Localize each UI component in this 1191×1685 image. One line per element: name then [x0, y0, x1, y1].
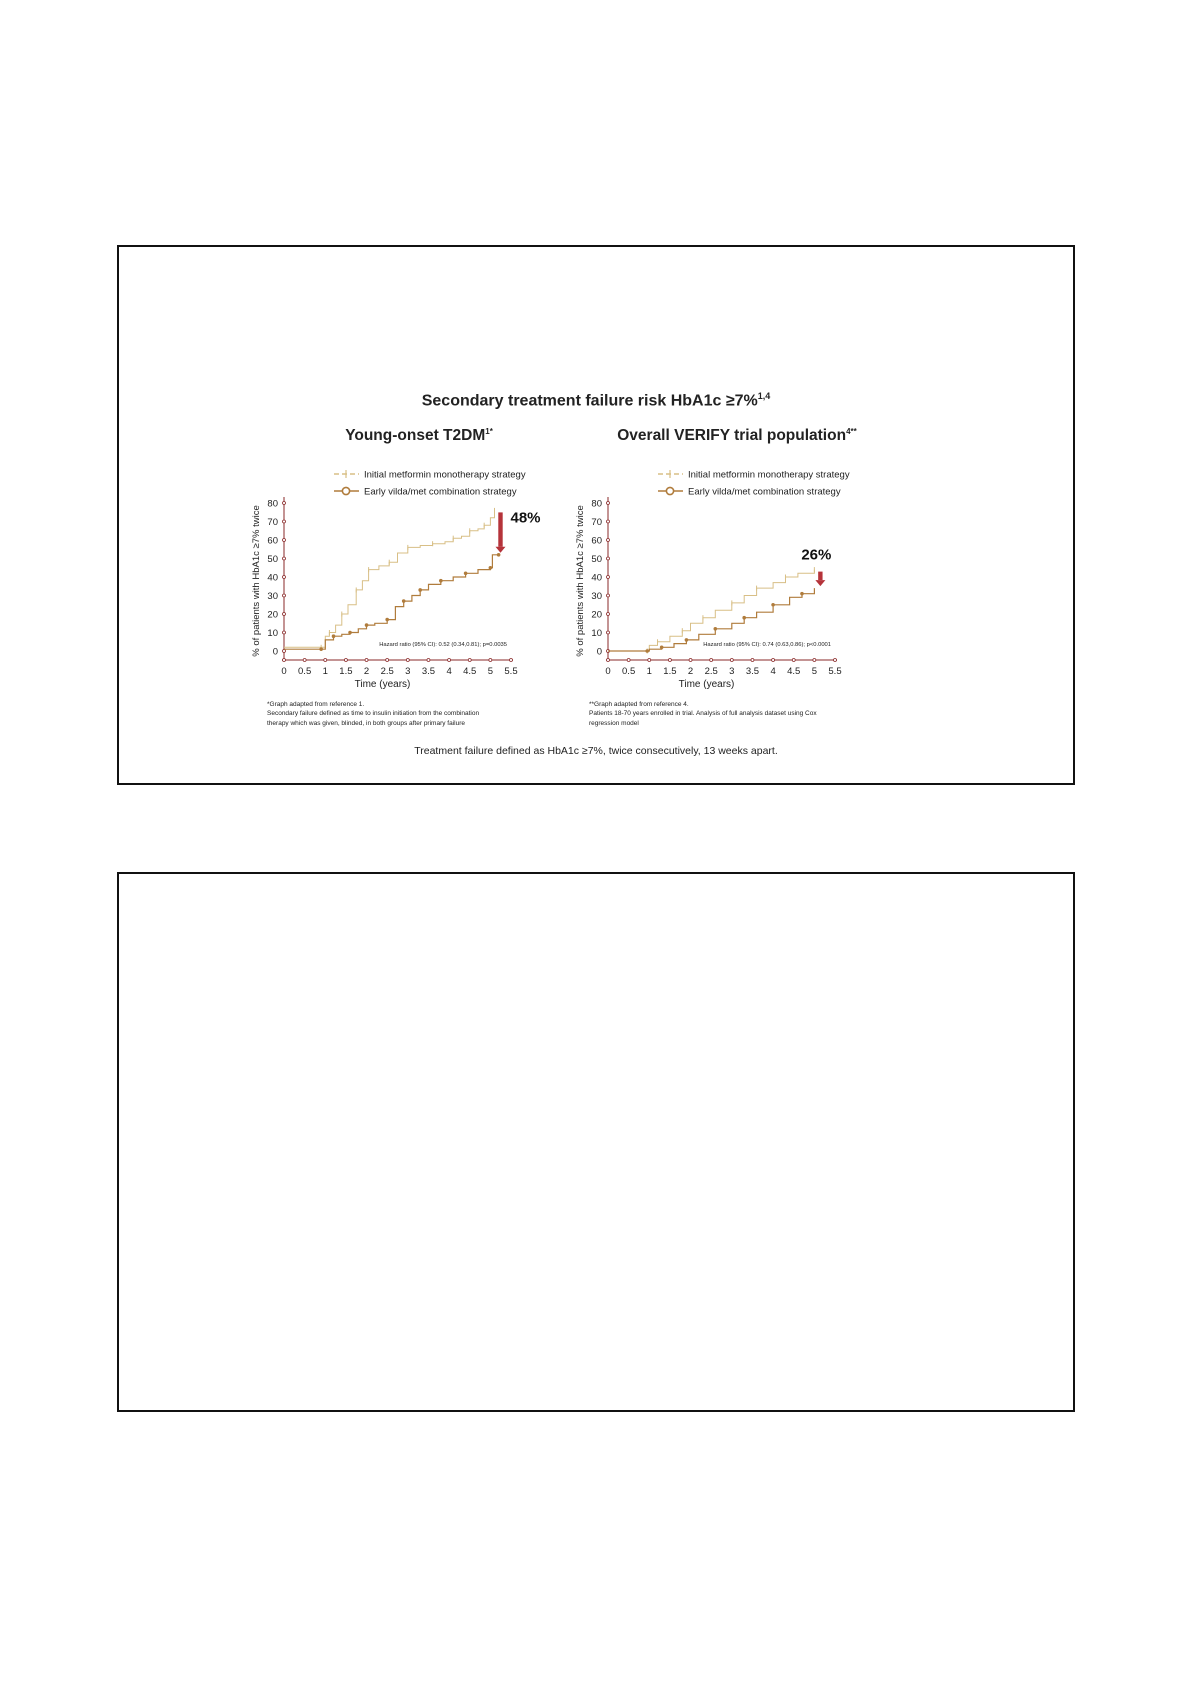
y-axis-label: % of patients with HbA1c ≥7% twice: [575, 505, 586, 657]
data-point-marker: [464, 572, 468, 576]
data-point-marker: [348, 631, 352, 635]
x-tick-label: 0.5: [622, 666, 636, 677]
x-tick-label: 4: [770, 666, 776, 677]
legend-label: Early vilda/met combination strategy: [688, 486, 841, 498]
x-tick-label: 0: [605, 666, 611, 677]
y-tick-label: 30: [267, 590, 278, 602]
x-tick-mark: [448, 659, 451, 662]
x-tick-mark: [710, 659, 713, 662]
left-chart-title: Young-onset $T2DM^{1*}$: [345, 427, 493, 445]
data-point-marker: [332, 634, 336, 638]
data-point-marker: [800, 592, 804, 596]
x-tick-mark: [668, 659, 671, 662]
x-tick-mark: [283, 659, 286, 662]
x-tick-mark: [303, 659, 306, 662]
data-point-marker: [489, 566, 493, 570]
data-point-marker: [385, 618, 389, 622]
x-tick-mark: [324, 659, 327, 662]
x-tick-label: 2: [363, 666, 370, 677]
y-tick-mark: [607, 594, 610, 597]
young-onset-chart: [249, 453, 589, 690]
x-tick-label: 5: [487, 666, 494, 677]
x-tick-label: 3: [729, 666, 735, 677]
x-tick-mark: [427, 659, 430, 662]
x-tick-mark: [344, 659, 347, 662]
x-tick-label: 3: [405, 666, 411, 677]
y-tick-label: 20: [267, 609, 278, 621]
x-tick-mark: [386, 659, 389, 662]
x-tick-mark: [365, 659, 368, 662]
y-tick-label: 50: [267, 553, 278, 565]
x-tick-label: 2.5: [380, 666, 394, 677]
y-tick-label: 20: [591, 609, 602, 621]
y-tick-mark: [607, 613, 610, 616]
y-axis-label: % of patients with HbA1c ≥7% twice: [251, 505, 262, 657]
right-footnote: [589, 700, 879, 728]
y-tick-mark: [607, 520, 610, 523]
data-point-marker: [365, 623, 369, 627]
y-tick-label: 0: [596, 646, 602, 658]
x-tick-label: 5.5: [504, 666, 518, 677]
y-tick-mark: [607, 502, 610, 505]
data-point-marker: [714, 627, 718, 631]
x-tick-mark: [730, 659, 733, 662]
y-tick-mark: [283, 557, 286, 560]
series-monotherapy-line: [284, 510, 495, 647]
x-tick-mark: [772, 659, 775, 662]
x-tick-label: 5.5: [828, 666, 842, 677]
legend-circle-marker: [342, 487, 349, 494]
legend-label: Initial metformin monotherapy strategy: [688, 469, 850, 481]
y-tick-label: 10: [267, 627, 278, 639]
y-tick-label: 70: [591, 516, 602, 528]
y-tick-mark: [283, 539, 286, 542]
legend-circle-marker: [666, 487, 673, 494]
y-tick-mark: [607, 539, 610, 542]
x-tick-mark: [489, 659, 492, 662]
x-tick-label: 2.5: [704, 666, 718, 677]
x-tick-mark: [689, 659, 692, 662]
x-tick-mark: [406, 659, 409, 662]
y-tick-label: 30: [591, 590, 602, 602]
x-tick-label: 1.5: [663, 666, 677, 677]
y-tick-mark: [283, 520, 286, 523]
x-tick-mark: [751, 659, 754, 662]
legend-label: Early vilda/met combination strategy: [364, 486, 517, 498]
data-point-marker: [402, 599, 406, 603]
x-tick-mark: [627, 659, 630, 662]
y-tick-label: 40: [267, 572, 278, 584]
data-point-marker: [497, 553, 501, 557]
hazard-ratio-annotation: Hazard ratio (95% CI): 0.74 (0.63,0.86); p<0.0001: [703, 642, 831, 648]
data-point-marker: [742, 616, 746, 620]
y-tick-label: 80: [591, 498, 602, 510]
data-point-marker: [645, 649, 649, 653]
x-tick-label: 0: [281, 666, 287, 677]
reduction-percent-label: 26%: [801, 546, 832, 564]
x-tick-label: 3.5: [745, 666, 760, 677]
data-point-marker: [319, 647, 323, 651]
x-tick-mark: [510, 659, 513, 662]
reduction-percent-label: 48%: [510, 509, 541, 527]
y-tick-mark: [283, 631, 286, 634]
reduction-arrow-shaft: [498, 512, 502, 546]
x-axis-label: Time (years): [354, 679, 411, 690]
reduction-arrow-head: [815, 580, 825, 586]
x-tick-label: 4: [446, 666, 452, 677]
reduction-arrow-head: [495, 547, 505, 553]
y-tick-label: 50: [591, 553, 602, 565]
y-tick-label: 70: [267, 516, 278, 528]
data-point-marker: [685, 638, 689, 642]
y-tick-mark: [283, 650, 286, 653]
y-tick-mark: [283, 613, 286, 616]
y-tick-label: 60: [591, 535, 602, 547]
series-combination-line: [284, 555, 499, 649]
x-tick-label: 5: [811, 666, 818, 677]
hazard-ratio-annotation: Hazard ratio (95% CI): 0.52 (0.34,0.81); p=0.0035: [379, 642, 507, 648]
y-tick-label: 80: [267, 498, 278, 510]
data-point-marker: [418, 588, 422, 592]
footnote-line: **Graph adapted from reference 4.: [589, 701, 689, 708]
footnote-line: Patients 18-70 years enrolled in trial. Analysis of full analysis dataset using Cox: [589, 710, 817, 718]
x-tick-label: 1: [322, 666, 328, 677]
x-tick-mark: [607, 659, 610, 662]
series-monotherapy-line: [608, 570, 814, 651]
x-tick-mark: [648, 659, 651, 662]
x-tick-mark: [468, 659, 471, 662]
slide-1: [117, 245, 1075, 785]
x-tick-mark: [813, 659, 816, 662]
footnote-line: *Graph adapted from reference 1.: [267, 701, 365, 708]
slide-title: Secondary treatment failure risk HbA1c ≥7%$^{1,4}$: [421, 391, 771, 410]
x-tick-label: 0.5: [298, 666, 312, 677]
verify-chart: [573, 453, 913, 690]
data-point-marker: [771, 603, 775, 607]
x-axis-label: Time (years): [678, 679, 735, 690]
y-tick-mark: [607, 557, 610, 560]
y-tick-mark: [607, 576, 610, 579]
treatment-failure-note: Treatment failure defined as HbA1c ≥7%, twice consecutively, 13 weeks apart.: [414, 745, 778, 757]
y-tick-mark: [283, 594, 286, 597]
x-tick-label: 1.5: [339, 666, 353, 677]
y-tick-label: 0: [272, 646, 278, 658]
footnote-line: regression model: [589, 719, 639, 727]
x-tick-mark: [834, 659, 837, 662]
legend-label: Initial metformin monotherapy strategy: [364, 469, 526, 481]
slide-2-empty: [117, 872, 1075, 1412]
y-tick-mark: [607, 631, 610, 634]
footnote-line: Secondary failure defined as time to insulin initiation from the combination: [267, 710, 480, 718]
x-tick-label: 4.5: [463, 666, 477, 677]
y-tick-label: 60: [267, 535, 278, 547]
x-tick-label: 2: [687, 666, 694, 677]
data-point-marker: [439, 579, 443, 583]
reduction-arrow-shaft: [818, 572, 822, 581]
data-point-marker: [660, 646, 664, 650]
y-tick-label: 10: [591, 627, 602, 639]
x-tick-label: 1: [646, 666, 652, 677]
y-tick-mark: [283, 502, 286, 505]
y-tick-label: 40: [591, 572, 602, 584]
x-tick-label: 4.5: [787, 666, 801, 677]
y-tick-mark: [283, 576, 286, 579]
footnote-line: therapy which was given, blinded, in both groups after primary failure: [267, 719, 465, 727]
x-tick-mark: [792, 659, 795, 662]
right-chart-title: Overall VERIFY trial population$^{4**}$: [617, 427, 857, 445]
left-footnote: [267, 700, 557, 728]
x-tick-label: 3.5: [421, 666, 436, 677]
